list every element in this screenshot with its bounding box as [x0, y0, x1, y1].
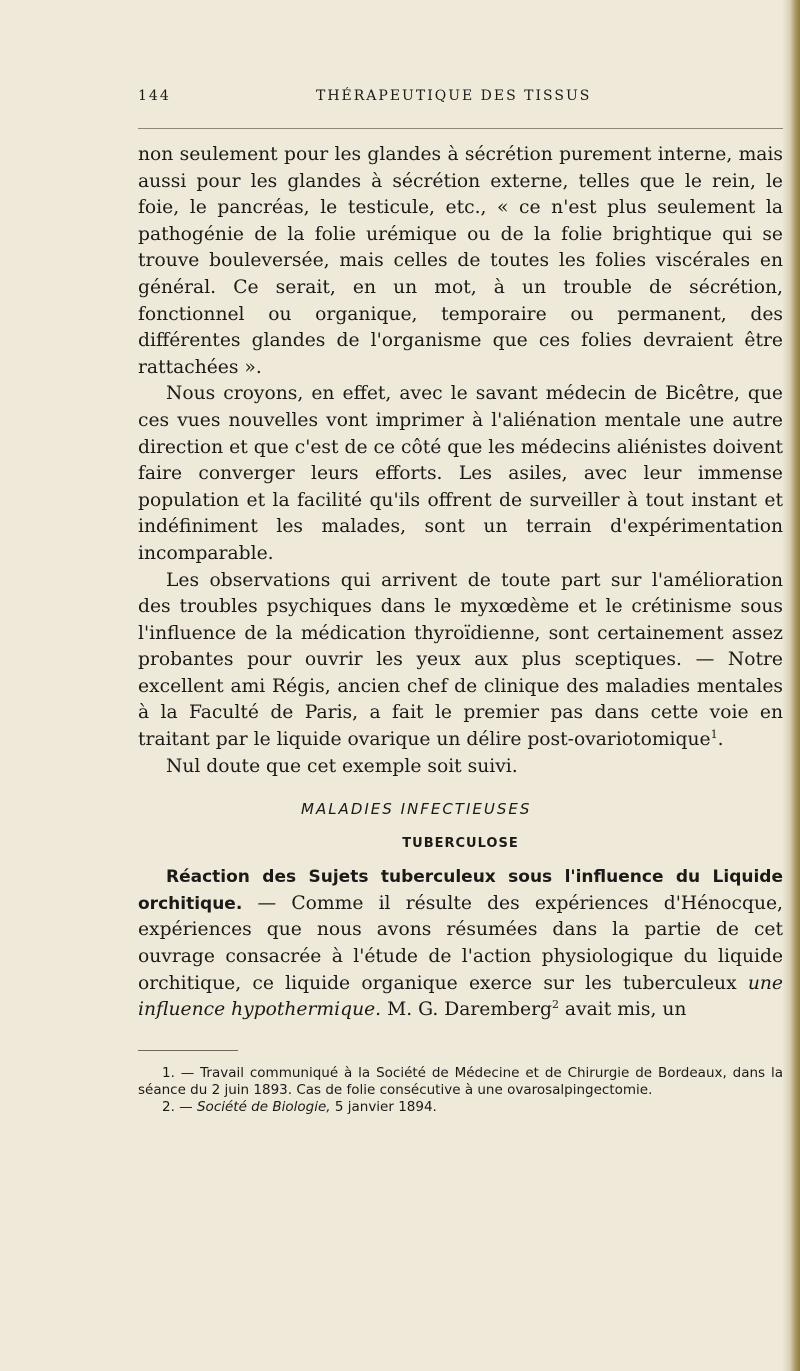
header-rule — [138, 128, 783, 129]
paragraph-article — [138, 864, 783, 1024]
paragraph-conclusion: Nul doute que cet exemple soit suivi. — [166, 755, 518, 777]
footnote-1 — [138, 1065, 783, 1099]
footnote-2-date: 5 janvier 1894. — [330, 1098, 437, 1115]
paragraph-observations — [138, 568, 783, 754]
footnote-2-dash: — — [174, 1098, 197, 1115]
page-body — [138, 142, 783, 1116]
footnote-rule — [138, 1050, 238, 1051]
footnote-2 — [138, 1099, 783, 1116]
paragraph-observations-end: . — [717, 729, 724, 751]
article-text-2: M. G. Daremberg — [381, 999, 552, 1021]
section-title: MALADIES INFECTIEUSES — [301, 800, 532, 819]
footnote-2-source: Société de Biologie, — [196, 1098, 331, 1115]
article-emphasis: une influence hypothermique. — [138, 972, 783, 1021]
footnote-ref-2: 2 — [551, 997, 559, 1011]
article-text-3: avait mis, un — [558, 999, 687, 1021]
running-title: THÉRAPEUTIQUE DES TISSUS — [316, 88, 592, 104]
footnote-1-text: — Travail communiqué à la Société de Médecine et de Chirurgie de Bordeaux, dans la séance du 2 juin 1893. Cas de folie consécutive à une ovarosalpingectomie. — [138, 1064, 783, 1098]
running-header — [138, 88, 778, 112]
paragraph-bicetre: Nous croyons, en effet, avec le savant médecin de Bicêtre, que ces vues nouvelles vont imprimer à l'aliénation mentale une autre direction et que c'est de ce côté que les médecins aliénistes doivent faire converger leurs efforts. Les asiles, avec leur immense population et la facilité qu'ils offrent de surveiller à tout instant et indéfiniment les malades, sont un terrain d'expérimentation incomparable. — [138, 383, 783, 564]
footnote-ref-1: 1 — [710, 727, 718, 741]
subsection-title: TUBERCULOSE — [402, 836, 519, 852]
paragraph-observations-text: Les observations qui arrivent de toute part sur l'amélioration des troubles psychiques dans le myxœdème et le crétinisme sous l'influence de la médication thyroïdienne, sont certainement assez probantes pour ouvrir les yeux aux plus sceptiques. — Notre excellent ami Régis, ancien chef de clinique des maladies mentales à la Faculté de Paris, a fait le premier pas dans cette voie en traitant par le liquide ovarique un délire post-ovariotomique — [138, 569, 783, 751]
article-lead: Réaction des Sujets tuberculeux sous l'influence du Liquide orchitique. — [138, 867, 783, 914]
paragraph-continued: non seulement pour les glandes à sécrétion purement interne, mais aussi pour les glandes à sécrétion externe, telles que le rein, le foie, le pancréas, le testicule, etc., « ce n'est plus seulement la pathogénie de la folie urémique ou de la folie brightique qui se trouve bouleversée, mais celles de toutes les folies viscérales en général. Ce serait, en un mot, à un trouble de sécrétion, fonctionnel ou organique, temporaire ou permanent, des différentes glandes de l'organisme que ces folies devraient être rattachées ». — [138, 144, 783, 378]
article-text-1: — Comme il résulte des expériences d'Hénocque, expériences que nous avons résumées dans la partie de cet ouvrage consacrée à l'étude de l'action physiologique du liquide orchitique, ce liquide organique exerce sur les tuberculeux — [138, 892, 783, 994]
footnote-1-number: 1. — [162, 1064, 175, 1081]
page-edge-shadow — [782, 0, 800, 1371]
page-number: 144 — [138, 88, 171, 104]
footnote-2-number: 2. — [162, 1098, 175, 1115]
